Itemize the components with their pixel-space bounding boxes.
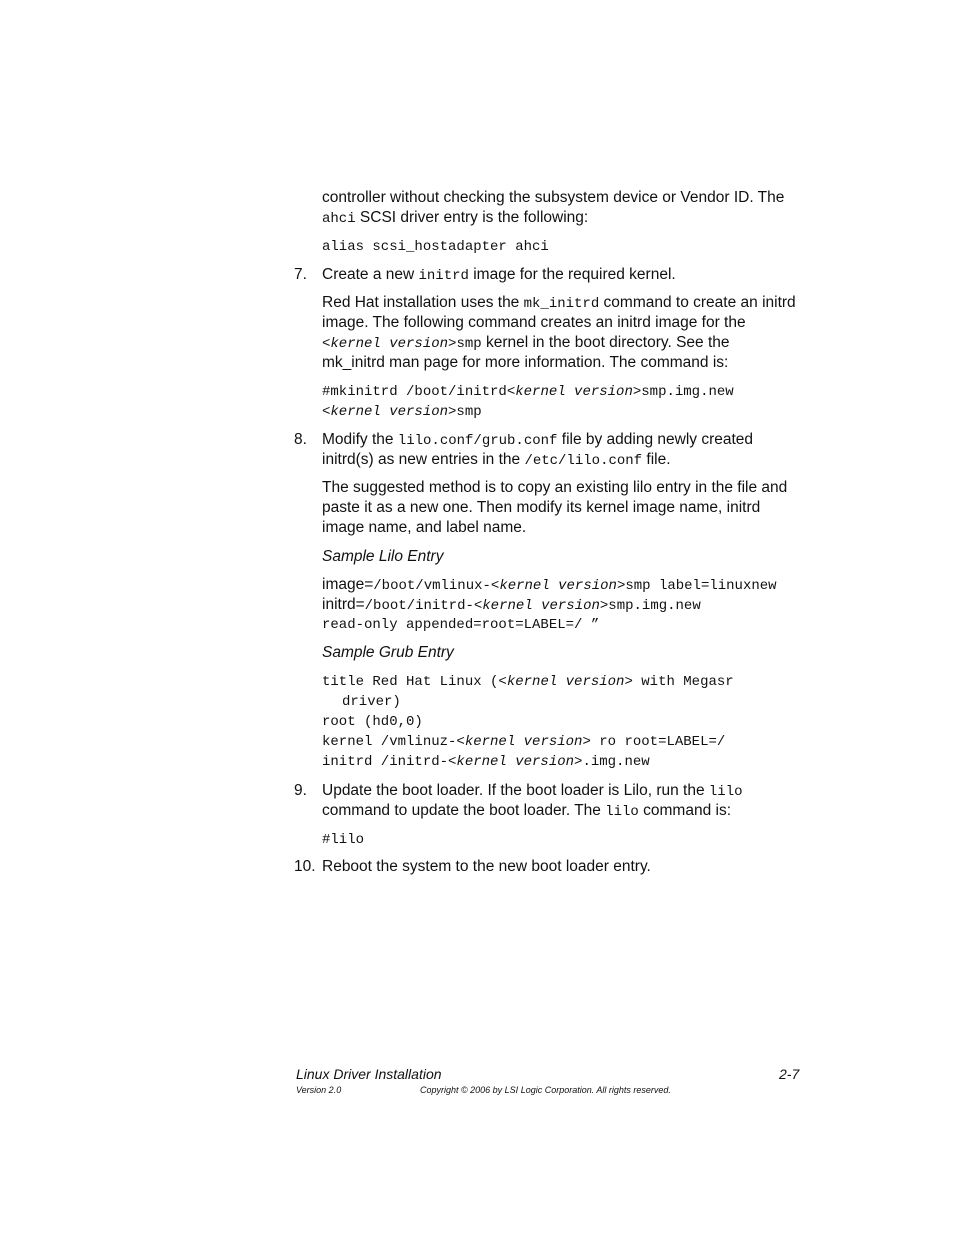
text-span: Red Hat installation uses the bbox=[322, 294, 524, 311]
code-lilo: #lilo bbox=[322, 832, 365, 848]
text-span: initrd(s) as new entries in the bbox=[322, 451, 525, 468]
step-8-para-line-3: image name, and label name. bbox=[322, 519, 527, 536]
step-9-number: 9. bbox=[294, 782, 307, 799]
text-span: Update the boot loader. If the boot loader is Lilo, run the bbox=[322, 782, 709, 799]
text-span: SCSI driver entry is the following: bbox=[355, 209, 589, 226]
lilo-line-3: read-only appended=root=LABEL=/ ” bbox=[322, 617, 600, 633]
code-mkinitrd-line-2 bbox=[322, 402, 482, 422]
step-9-line-2 bbox=[322, 801, 731, 822]
inline-code: /etc/lilo.conf bbox=[524, 453, 643, 469]
inline-code-italic: kernel version bbox=[330, 336, 449, 352]
text-span: initrd= bbox=[322, 596, 365, 613]
code-span: >smp.img.new bbox=[632, 384, 734, 400]
inline-code: >smp.img.new bbox=[599, 598, 701, 614]
grub-line-1 bbox=[322, 672, 734, 692]
inline-code-italic: kernel version bbox=[499, 578, 617, 594]
step-7-para-line-1 bbox=[322, 293, 796, 314]
code-mkinitrd-line-1 bbox=[322, 382, 734, 402]
grub-line-2: driver) bbox=[342, 694, 401, 710]
inline-code: > bbox=[448, 336, 457, 352]
step-8-number: 8. bbox=[294, 431, 307, 448]
grub-line-3: root (hd0,0) bbox=[322, 714, 423, 730]
code-span-italic: kernel version bbox=[456, 754, 575, 770]
footer-version: Version 2.0 bbox=[296, 1085, 342, 1095]
inline-code: /boot/vmlinux-< bbox=[373, 578, 500, 594]
code-span-italic: kernel version bbox=[506, 674, 625, 690]
step-8-para-line-2: paste it as a new one. Then modify its kernel image name, initrd bbox=[322, 499, 761, 516]
text-span: Modify the bbox=[322, 431, 398, 448]
step-10-text: Reboot the system to the new boot loader entry. bbox=[322, 858, 651, 875]
intro-line-2 bbox=[322, 208, 588, 229]
code-span-italic: kernel version bbox=[464, 734, 583, 750]
code-span: #mkinitrd /boot/initrd< bbox=[322, 384, 516, 400]
inline-code: smp bbox=[456, 336, 482, 352]
footer-page-number: 2-7 bbox=[779, 1066, 800, 1082]
inline-code: ahci bbox=[322, 211, 356, 227]
sample-grub-heading: Sample Grub Entry bbox=[322, 644, 454, 661]
step-7-para-line-4: mk_initrd man page for more information. The command is: bbox=[322, 354, 729, 371]
code-span: > ro root=LABEL=/ bbox=[582, 734, 726, 750]
step-8-line-2 bbox=[322, 450, 671, 471]
step-9-line-1 bbox=[322, 781, 743, 802]
lilo-line-2 bbox=[322, 595, 701, 616]
text-span: file by adding newly created bbox=[557, 431, 754, 448]
text-span: command is: bbox=[638, 802, 731, 819]
inline-code: lilo.conf/grub.conf bbox=[397, 433, 558, 449]
footer-copyright: Copyright © 2006 by LSI Logic Corporation. All rights reserved. bbox=[420, 1085, 671, 1095]
text-span: image for the required kernel. bbox=[468, 266, 676, 283]
step-7-title bbox=[322, 265, 676, 286]
step-8-line-1 bbox=[322, 430, 753, 451]
code-span: >smp bbox=[448, 404, 482, 420]
step-7-para-line-2: image. The following command creates an initrd image for the bbox=[322, 314, 746, 331]
footer-title: Linux Driver Installation bbox=[296, 1066, 442, 1082]
step-7-para-line-3 bbox=[322, 333, 730, 354]
step-10-number: 10. bbox=[294, 858, 316, 875]
inline-code: lilo bbox=[605, 804, 639, 820]
lilo-line-1 bbox=[322, 575, 777, 596]
text-span: kernel in the boot directory. See the bbox=[481, 334, 730, 351]
text-span: file. bbox=[642, 451, 671, 468]
grub-line-4 bbox=[322, 732, 725, 752]
code-span: > with Megasr bbox=[624, 674, 734, 690]
inline-code: mk_initrd bbox=[523, 296, 600, 312]
text-span: command to create an initrd bbox=[599, 294, 796, 311]
intro-line-1: controller without checking the subsystem device or Vendor ID. The bbox=[322, 189, 785, 206]
text-span: Create a new bbox=[322, 266, 419, 283]
text-span: image= bbox=[322, 576, 374, 593]
code-span-italic: kernel version bbox=[515, 384, 633, 400]
code-span: initrd /initrd-< bbox=[322, 754, 457, 770]
code-alias: alias scsi_hostadapter ahci bbox=[322, 239, 549, 255]
text-span: command to update the boot loader. The bbox=[322, 802, 606, 819]
code-span-italic: kernel version bbox=[330, 404, 449, 420]
step-7-number: 7. bbox=[294, 266, 307, 283]
grub-line-5 bbox=[322, 752, 650, 772]
inline-code: initrd bbox=[418, 268, 469, 284]
inline-code: < bbox=[322, 336, 331, 352]
inline-code: /boot/initrd-< bbox=[364, 598, 483, 614]
inline-code: lilo bbox=[708, 784, 743, 800]
inline-code: >smp label=linuxnew bbox=[616, 578, 777, 594]
code-span: < bbox=[322, 404, 331, 420]
code-span: kernel /vmlinuz-< bbox=[322, 734, 465, 750]
inline-code-italic: kernel version bbox=[482, 598, 600, 614]
sample-lilo-heading: Sample Lilo Entry bbox=[322, 548, 444, 565]
step-8-para-line-1: The suggested method is to copy an existing lilo entry in the file and bbox=[322, 479, 788, 496]
code-span: >.img.new bbox=[574, 754, 650, 770]
code-span: title Red Hat Linux (< bbox=[322, 674, 507, 690]
